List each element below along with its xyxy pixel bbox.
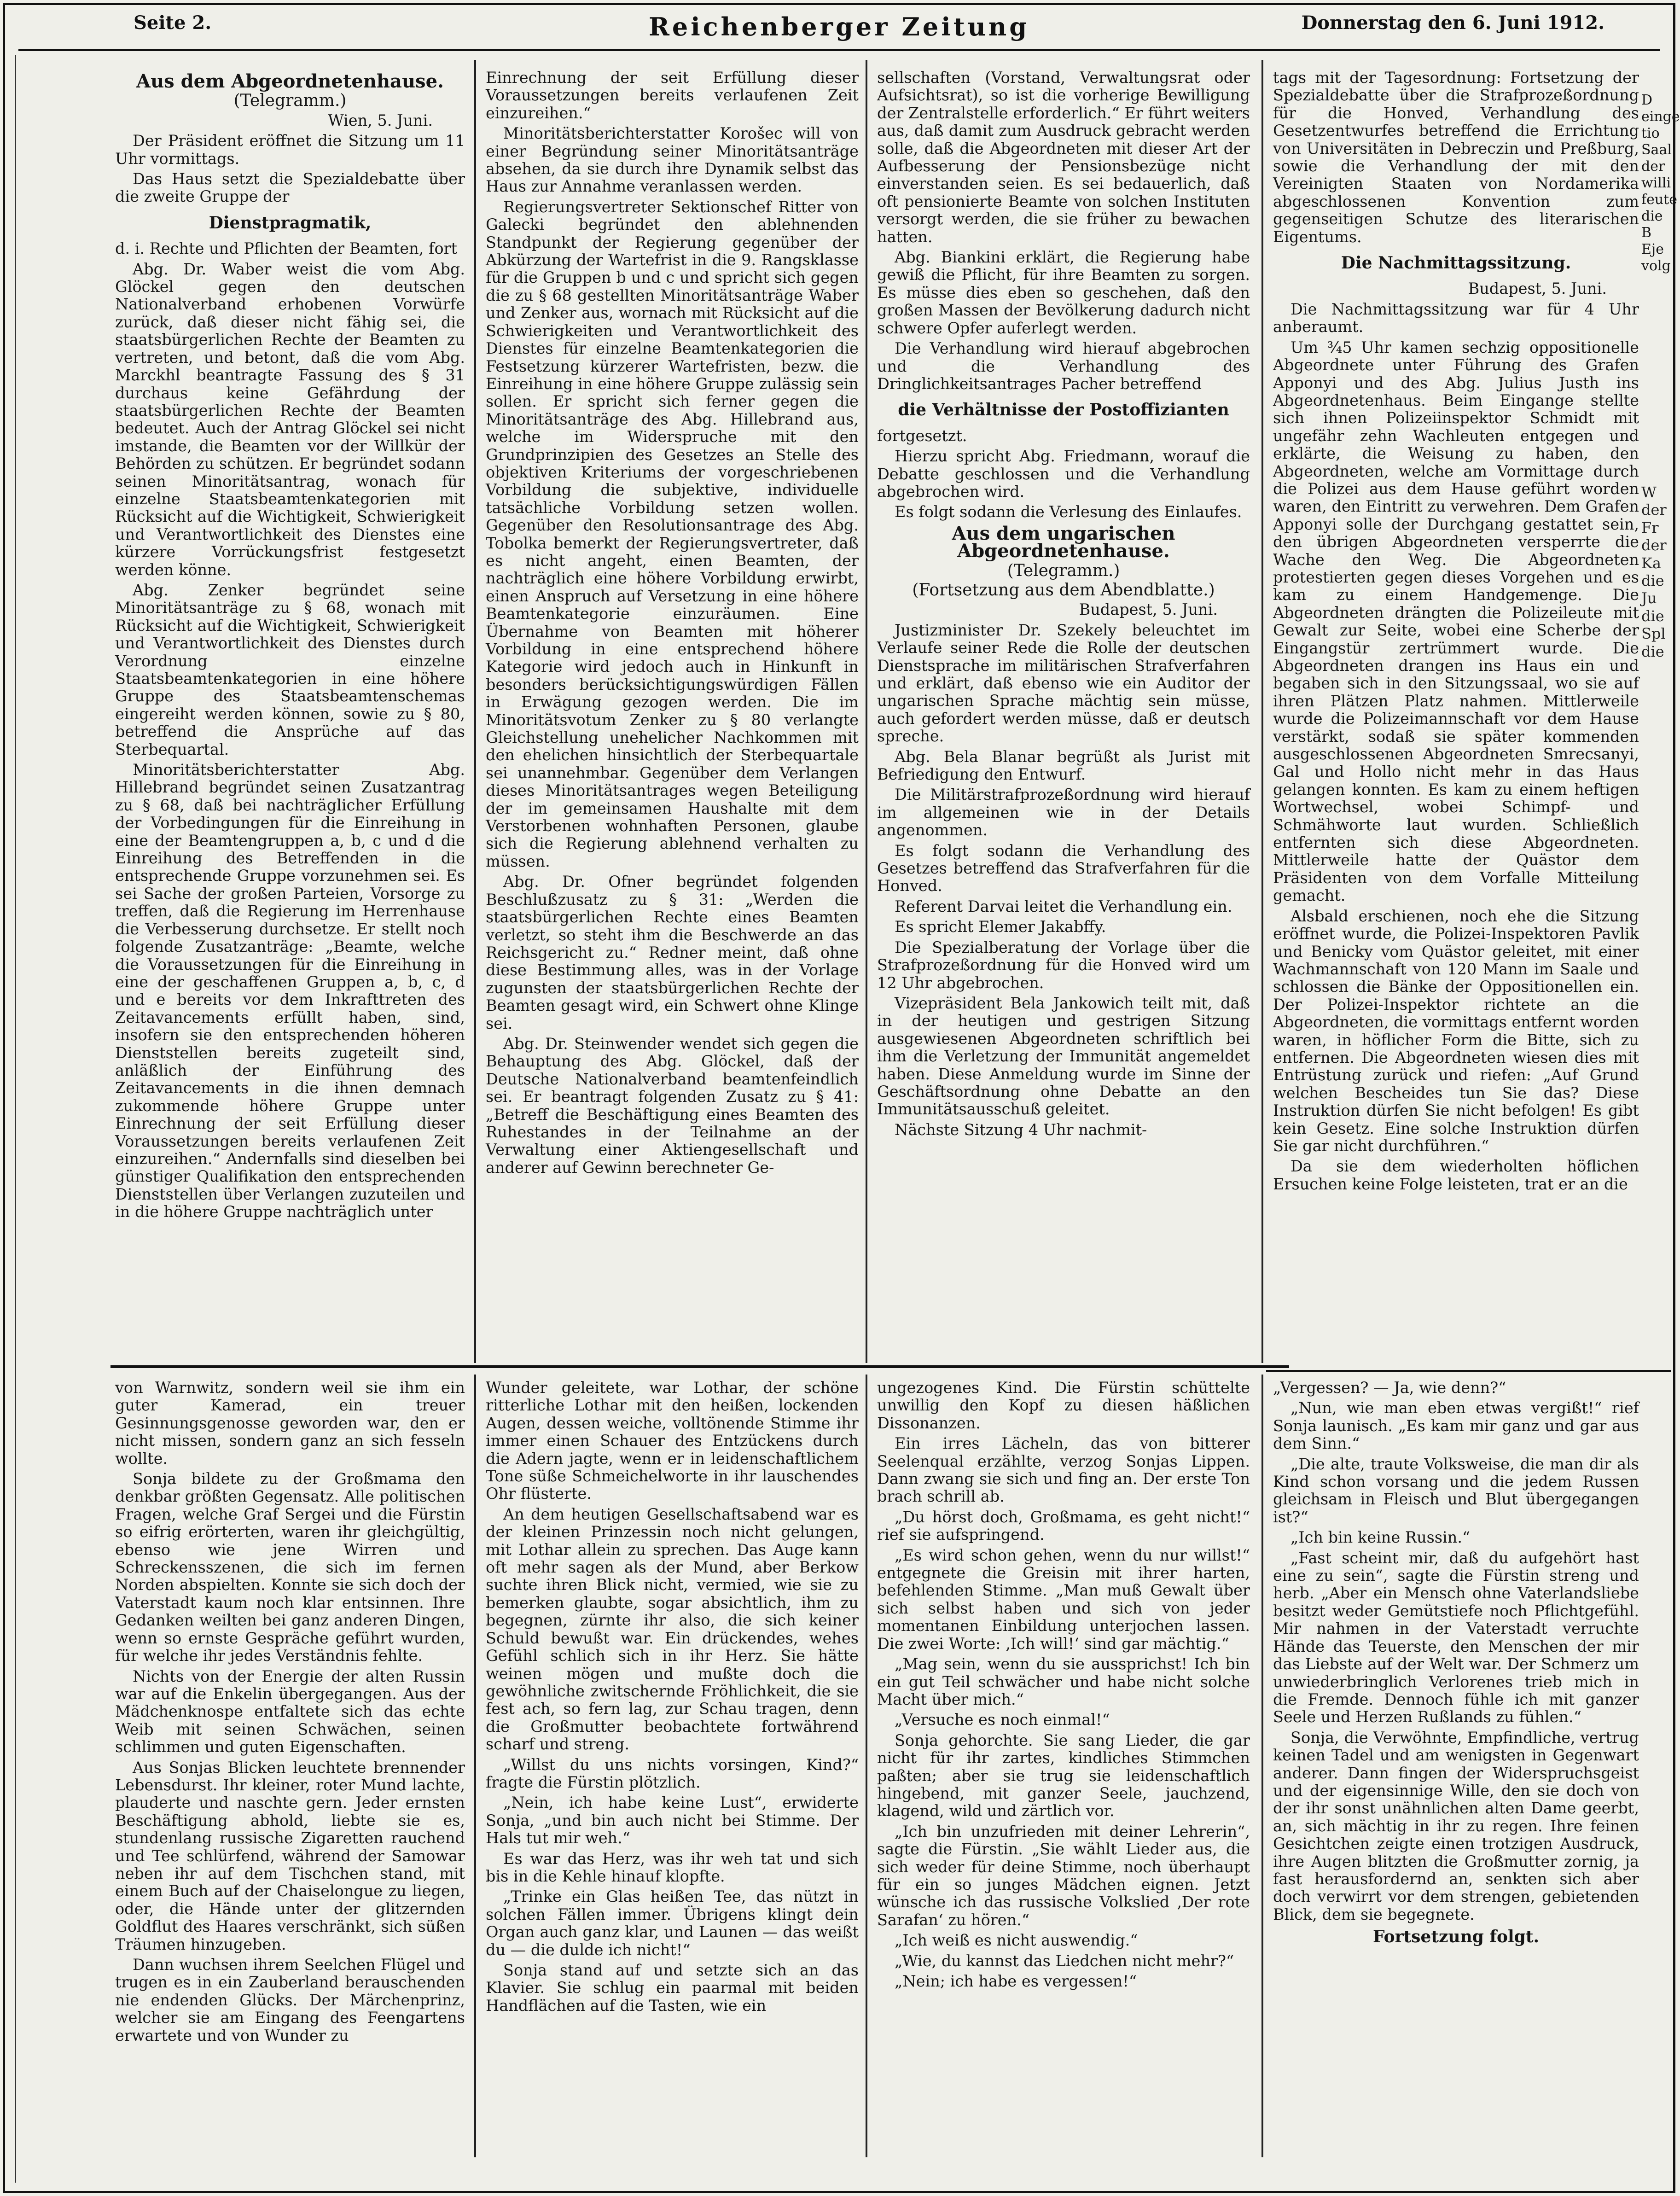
adjacent-page-fragment-top [1641, 92, 1680, 368]
edge-fragment: willi [1641, 175, 1671, 191]
paragraph: „Die alte, traute Volksweise, die man dir als Kind schon vorsang und die jedem Russen gleichsam in Fleisch und Blut übergegangen ist?“ [1273, 1455, 1639, 1526]
paragraph: Die Militärstrafprozeßordnung wird hierauf im allgemeinen wie in der Details angenommen. [877, 786, 1250, 839]
paragraph: An dem heutigen Gesellschaftsabend war es der kleinen Prinzessin noch nicht gelungen, mit Lothar allein zu sprechen. Das Auge kann oft mehr sagen als der Mund, aber Berkow suchte ihren Blick nicht, vermied, wie sie zu bemerken glaubte, sogar absichtlich, ihm zu begegnen, zürnte ihr also, die sich keiner Schuld bewußt war. Ein drückendes, wehes Gefühl schlich sich in ihr Herz. Sie hätte weinen mögen und mußte doch die gewöhnliche zwitschernde Fröhlichkeit, die sie fest ach, so fern lag, zur Schau tragen, denn die Großmutter beobachtete fortwährend scharf und streng. [486, 1505, 859, 1753]
edge-fragment: die [1641, 572, 1664, 590]
edge-fragment: Spl [1641, 625, 1666, 643]
feuilleton-column-3 [877, 1379, 1250, 2157]
paragraph: „Mag sein, wenn du sie aussprichst! Ich bin ein gut Teil schwächer und habe nicht solche Macht über mich.“ [877, 1655, 1250, 1708]
edge-fragment: der [1641, 501, 1667, 519]
edge-fragment: Ju [1641, 589, 1657, 607]
edge-fragment: D [1641, 92, 1653, 108]
edge-fragment: feute [1641, 192, 1677, 208]
edge-fragment: tio [1641, 125, 1660, 141]
paragraph: d. i. Rechte und Pflichten der Beamten, fort [115, 239, 458, 258]
paragraph: Abg. Biankini erklärt, die Regierung habe gewiß die Pflicht, für ihre Beamten zu sorgen. Es müsse dies eben so geschehen, daß den großen Massen der Bevölkerung dadurch nicht schwere Opfer auferlegt werden. [877, 248, 1250, 337]
article-subheading: (Fortsetzung aus dem Abendblatte.) [912, 580, 1215, 600]
paragraph: Die Nachmittagssitzung war für 4 Uhr anberaumt. [1273, 300, 1639, 336]
paragraph: Abg. Dr. Steinwender wendet sich gegen die Behauptung des Abg. Glöckel, daß der Deutsche Nationalverband beamtenfeindlich sei. Er beantragt folgenden Zusatz zu § 41: „Betreff die Beschäftigung eines Beamten des Ruhestandes in der Teilnahme an der Verwaltung einer Aktiengesellschaft und anderer auf Gewinn berechneter Ge- [486, 1034, 859, 1177]
paragraph: „Ich weiß es nicht auswendig.“ [895, 1931, 1138, 1950]
adjacent-page-fragment-middle [1641, 483, 1676, 714]
edge-fragment: der [1641, 158, 1665, 175]
column-rule [1261, 1375, 1263, 2157]
paragraph: Hierzu spricht Abg. Friedmann, worauf die Debatte geschlossen und die Verhandlung abgebrochen wird. [877, 447, 1250, 501]
dateline: Budapest, 5. Juni. [1079, 600, 1218, 619]
paragraph: „Nein, ich habe keine Lust“, erwiderte Sonja, „und bin auch nicht bei Stimme. Der Hals tut mir weh.“ [486, 1794, 859, 1847]
news-column-2 [486, 69, 859, 1363]
paragraph: „Vergessen? — Ja, wie denn?“ [1273, 1379, 1506, 1397]
edge-fragment: volg [1641, 258, 1671, 274]
header-rule [18, 49, 1660, 51]
paragraph: Der Präsident eröffnet die Sitzung um 11 Uhr vormittags. [115, 132, 465, 168]
news-column-4 [1273, 69, 1639, 1363]
feuilleton-separator [110, 1365, 1289, 1368]
column-rule [866, 1375, 867, 2157]
paragraph: fortgesetzt. [877, 426, 967, 445]
paragraph: Es folgt sodann die Verhandlung des Gesetzes betreffend das Strafverfahren für die Honved. [877, 841, 1250, 895]
paragraph: Dann wuchsen ihrem Seelchen Flügel und trugen es in ein Zauberland berauschenden nie endenden Glücks. Der Märchenprinz, welcher sie am Eingang des Feengartens erwartete und von Wunder zu [115, 1956, 465, 2045]
column-rule [866, 60, 867, 1363]
news-column-3 [877, 69, 1250, 1363]
column-rule [1261, 60, 1263, 1363]
paragraph: Aus Sonjas Blicken leuchtete brennender Lebensdurst. Ihr kleiner, roter Mund lachte, plauderte und naschte gern. Jeder ernsten Beschäftigung abhold, liebte sie es, stundenlang russische Zigaretten rauchend und Tee schlürfend, während der Samowar neben ihr auf dem Tischchen stand, mit einem Buch auf der Chaiselongue zu liegen, oder, die Hände unter der glitzernden Goldflut des Haares verschränkt, sich süßen Träumen hinzugeben. [115, 1758, 465, 1953]
news-column-1 [115, 69, 465, 1363]
edge-fragment: die [1641, 607, 1664, 625]
paragraph: Nichts von der Energie der alten Russin war auf die Enkelin übergegangen. Aus der Mädchenknospe entfaltete sich das echte Weib mit seinen Schwächen, seinen schlimmen und guten Eigenschaften. [115, 1667, 465, 1756]
dateline: Wien, 5. Juni. [328, 111, 433, 129]
edge-fragment: einge [1641, 109, 1680, 125]
left-margin-rule [6, 55, 16, 2183]
edge-fragment: Saal [1641, 142, 1672, 158]
dateline: Budapest, 5. Juni. [1468, 280, 1607, 298]
paragraph: „Ich bin keine Russin.“ [1291, 1528, 1471, 1547]
paragraph: Sonja bildete zu der Großmama den denkbar größten Gegensatz. Alle politischen Fragen, welche Graf Sergei und die Fürstin so eifrig erörterten, waren ihr gleichgültig, ebenso wie jene Wirren und Schreckensszenen, die sich im fernen Norden abspielten. Konnte sie sich doch der Vaterstadt kaum noch klar entsinnen. Ihre Gedanken weilten bei ganz anderen Dingen, wenn so ernste Gespräche geführt wurden, für welche ihr jedes Verständnis fehlte. [115, 1470, 465, 1665]
paragraph: Da sie dem wiederholten höflichen Ersuchen keine Folge leisteten, trat er an die [1273, 1157, 1639, 1193]
paragraph: „Willst du uns nichts vorsingen, Kind?“ fragte die Fürstin plötzlich. [486, 1755, 859, 1791]
newspaper-title: Reichenberger Zeitung [649, 12, 1029, 41]
paragraph: Wunder geleitete, war Lothar, der schöne ritterliche Lothar mit den heißen, lockenden Augen, dessen weiche, volltönende Stimme ihr immer einen Schauer des Entzückens durch die Adern jagte, wenn er in leidenschaftlichem Tone süße Schmeichelworte in ihr lauschendes Ohr flüsterte. [486, 1379, 859, 1503]
paragraph: „Fast scheint mir, daß du aufgehört hast eine zu sein“, sagte die Fürstin streng und herb. „Aber ein Mensch ohne Vaterlandsliebe besitzt weder Gemütstiefe noch Pflichtgefühl. Mir nahmen in der Vaterstadt verruchte Hände das Teuerste, den Menschen der mir das Liebste auf der Welt war. Der Schmerz um unwiederbringlich Verlorenes trieb mich in die Fremde. Dennoch fühle ich mit ganzer Seele und Herzen Rußlands zu fühlen.“ [1273, 1549, 1639, 1726]
paragraph: Es folgt sodann die Verlesung des Einlaufes. [895, 503, 1242, 521]
paragraph: Es spricht Elemer Jakabffy. [895, 918, 1106, 936]
edge-fragment: die B [1641, 208, 1663, 241]
paragraph: Abg. Zenker begründet seine Minoritätsanträge zu § 68, wonach mit Rücksicht auf die Wichtigkeit, Schwierigkeit und Verantwortlichkeit des Dienstes durch Verordnung einzelne Staatsbeamtenkategorien in eine höhere Gruppe des Staatsbeamtenschemas eingereiht werden können, sowie zu § 80, betreffend die Ansprüche auf das Sterbequartal. [115, 581, 465, 758]
paragraph: tags mit der Tagesordnung: Fortsetzung der Spezialdebatte über die Strafprozeßordnung für die Honved, Verhandlung des Gesetzentwurfes betreffend die Errichtung von Universitäten in Debreczin und Preßburg, sowie die Verhandlung der mit den Vereinigten Staaten von Nordamerika abgeschlossenen Konvention zum gegenseitigen Schutze des literarischen Eigentums. [1273, 69, 1639, 246]
paragraph: Abg. Dr. Waber weist die vom Abg. Glöckel gegen den deutschen Nationalverband erhobenen Vorwürfe zurück, daß dieser nicht fähig sei, die staatsbürgerlichen Rechte der Beamten zu vertreten, und betont, daß die vom Abg. Marckhl beantragte Fassung des § 31 durchaus keine Gefährdung der staatsbürgerlichen Rechte der Beamten bedeutet. Auch der Antrag Glöckel sei nicht imstande, die Beamten vor der Willkür der Behörden zu schützen. Er begründet sodann seinen Minoritätsantrag, wonach für einzelne Staatsbeamtenkategorien mit Rücksicht auf die Wichtigkeit, Schwierigkeit und Verantwortlichkeit des Dienstes eine kürzere Vorrückungsfrist festgesetzt werden könne. [115, 260, 465, 579]
paragraph: Die Spezialberatung der Vorlage über die Strafprozeßordnung für die Honved wird um 12 Uhr abgebrochen. [877, 938, 1250, 992]
paragraph: Ein irres Lächeln, das von bitterer Seelenqual erzählte, verzog Sonjas Lippen. Dann zwang sie sich und fing an. Der erste Ton brach schrill ab. [877, 1434, 1250, 1506]
column-rule [474, 1375, 476, 2157]
article-heading: Aus dem Abgeordnetenhause. [136, 70, 444, 92]
paragraph: Sonja, die Verwöhnte, Empfindliche, vertrug keinen Tadel und am wenigsten in Gegenwart anderer. Dann fingen der Widerspruchsgeist und der eigensinnige Wille, den sie doch von der ihr sonst unähnlichen alten Dame geerbt, an, sich mächtig in ihr zu regen. Ihre feinen Gesichtchen zeigte einen trotzigen Ausdruck, ihre Augen blitzten die Großmutter zornig, ja fast herausfordernd an, senkten sich aber doch verwirrt vor dem strengen, gebietenden Blick, dem sie begegnete. [1273, 1728, 1639, 1923]
paragraph: Nächste Sitzung 4 Uhr nachmit- [895, 1120, 1147, 1139]
paragraph: Alsbald erschienen, noch ehe die Sitzung eröffnet wurde, die Polizei-Inspektoren Pavlik und Benicky vom Quästor geleitet, mit einer Wachmannschaft von 120 Mann im Saale und schlossen die Bänke der Oppositionellen ein. Der Polizei-Inspektor richtete an die Abgeordneten, die vormittags entfernt worden waren, in höflicher Form die Bitte, sich zu entfernen. Die Abgeordneten wiesen dies mit Entrüstung zurück und riefen: „Auf Grund welchen Bescheides tun Sie das? Diese Instruktion dürfen Sie nicht befolgen! Es gibt kein Gesetz. Eine solche Instruktion dürfen Sie gar nicht durchführen.“ [1273, 907, 1639, 1155]
paragraph: Minoritätsberichterstatter Abg. Hillebrand begründet seinen Zusatzantrag zu § 68, daß bei nachträglicher Erfüllung der Vorbedingungen für die Einreihung in eine der Beamtengruppen a, b, c und d die Einreihung des Betreffenden in die entsprechende Gruppe vorzunehmen sei. Es sei Sache der großen Parteien, Vorsorge zu treffen, daß die Regierung im Herrenhause die Verbesserung durchsetze. Er stellt noch folgende Zusatzanträge: „Beamte, welche die Voraussetzungen für die Einreihung in eine der geschaffenen Gruppen a, b, c, d und e bereits vor dem Inkrafttreten des Zeitavancements erfüllt haben, sind, insofern sie den entsprechenden höheren Dienststellen bereits zugeteilt sind, anläßlich der Einführung des Zeitavancements in die ihnen demnach zukommende höhere Gruppe unter Einrechnung der seit Erfüllung dieser Voraussetzungen bereits verlaufenen Zeit einzureihen.“ Andernfalls sind dieselben bei günstiger Qualifikation den entsprechenden Dienststellen über Verlangen zuzuteilen und in die höhere Gruppe nachträglich unter [115, 761, 465, 1221]
paragraph: Sonja stand auf und setzte sich an das Klavier. Sie schlug ein paarmal mit beiden Handflächen auf die Tasten, wie ein [486, 1961, 859, 2015]
paragraph: Minoritätsberichterstatter Korošec will von einer Begründung seiner Minoritätsanträge absehen, da sie durch ihre Dynamik selbst das Haus zur Annahme veranlassen werden. [486, 124, 859, 196]
paragraph: Einrechnung der seit Erfüllung dieser Voraussetzungen bereits verlaufenen Zeit einzureihen.“ [486, 69, 859, 122]
section-title: Dienstpragmatik, [209, 213, 372, 233]
paragraph: von Warnwitz, sondern weil sie ihm ein guter Kamerad, ein treuer Gesinnungsgenosse geworden war, den er nicht missen, sondern ganz an sich fesseln wollte. [115, 1379, 465, 1468]
paragraph: „Nun, wie man eben etwas vergißt!“ rief Sonja launisch. „Es kam mir ganz und gar aus dem Sinn.“ [1273, 1399, 1639, 1453]
paragraph: „Nein; ich habe es vergessen!“ [895, 1972, 1137, 1990]
page-number: Seite 2. [134, 12, 212, 34]
column-rule [474, 60, 476, 1363]
edge-fragment: Fr [1641, 518, 1659, 536]
paragraph: „Es wird schon gehen, wenn du nur willst!“ entgegnete die Greisin mit ihrer harten, befehlenden Stimme. „Man muß Gewalt über sich selbst haben und sich von jeder momentanen Einbildung unterjochen lassen. Die zwei Worte: ‚Ich will!‘ sind gar mächtig.“ [877, 1546, 1250, 1653]
edge-fragment: Eje [1641, 241, 1664, 257]
article-subheading: (Telegramm.) [233, 91, 347, 111]
edge-fragment: Ka [1641, 554, 1661, 572]
paragraph: Justizminister Dr. Szekely beleuchtet im Verlaufe seiner Rede die Rolle der deutschen Dienstsprache im militärischen Strafverfahren und erklärt, daß ebenso wie ein Auditor der ungarischen Sprache mächtig sein müsse, auch gefordert werden müsse, daß er deutsch spreche. [877, 621, 1250, 746]
paragraph: „Du hörst doch, Großmama, es geht nicht!“ rief sie aufspringend. [877, 1508, 1250, 1544]
paragraph: Die Verhandlung wird hierauf abgebrochen und die Verhandlung des Dringlichkeitsantrages Pacher betreffend [877, 339, 1250, 393]
paragraph: „Ich bin unzufrieden mit deiner Lehrerin“, sagte die Fürstin. „Sie wählt Lieder aus, die sich weder für deine Stimme, noch überhaupt für ein so junges Mädchen eignen. Jetzt wünsche ich das russische Volkslied ‚Der rote Sarafan‘ zu hören.“ [877, 1822, 1250, 1929]
paragraph: Abg. Bela Blanar begrüßt als Jurist mit Befriedigung den Entwurf. [877, 747, 1250, 784]
feuilleton-column-1 [115, 1379, 465, 2157]
continuation-note: Fortsetzung folgt. [1372, 1927, 1539, 1947]
paragraph: „Wie, du kannst das Liedchen nicht mehr?“ [895, 1951, 1234, 1970]
paragraph: Referent Darvai leitet die Verhandlung ein. [895, 897, 1232, 915]
paragraph: sellschaften (Vorstand, Verwaltungsrat oder Aufsichtsrat), so ist die vorherige Bewilligung der Zentralstelle erforderlich.“ Er führt weiters aus, daß damit zum Ausdruck gebracht werden solle, daß die Abgeordneten mit dieser Art der Aufbesserung der Pensionsbezüge nicht einverstanden seien. Es sei bedauerlich, daß oft pensionierte Beamte von solchen Instituten versorgt werden, die sie früher zu bewachen hatten. [877, 69, 1250, 246]
article-heading: Aus dem ungarischen Abgeordnetenhause. [952, 522, 1175, 562]
feuilleton-separator-right [1266, 1370, 1671, 1372]
paragraph: Es war das Herz, was ihr weh tat und sich bis in die Kehle hinauf klopfte. [486, 1849, 859, 1885]
paragraph: Sonja gehorchte. Sie sang Lieder, die gar nicht für ihr zartes, kindliches Stimmchen paßten; aber sie trug sie leidenschaftlich hingebend, mit ganzer Seele, jauchzend, klagend, wild und zärtlich vor. [877, 1731, 1250, 1820]
edge-fragment: der [1641, 536, 1667, 554]
issue-date: Donnerstag den 6. Juni 1912. [1301, 12, 1604, 34]
paragraph: ungezogenes Kind. Die Fürstin schüttelte unwillig den Kopf zu diesen häßlichen Dissonanzen. [877, 1379, 1250, 1432]
edge-fragment: die [1641, 642, 1664, 660]
section-title: die Verhältnisse der Postoffizianten [898, 400, 1229, 420]
edge-fragment: W [1641, 483, 1657, 501]
paragraph: Um ¾5 Uhr kamen sechzig oppositionelle Abgeordnete unter Führung des Grafen Apponyi und des Abg. Julius Justh ins Abgeordnetenhaus. Beim Eingange stellte sich ihnen Polizeiinspektor Schmidt mit ungefähr zehn Wachleuten entgegen und erklärte, die Weisung zu haben, den Abgeordneten, welche am Vormittage durch die Polizei aus dem Hause geführt worden waren, den Eintritt zu verwehren. Dem Grafen Apponyi solle der Durchgang gestattet sein, den übrigen Abgeordneten versperrte die Wache den Weg. Die Abgeordneten protestierten gegen dieses Vorgehen und es kam zu einem Handgemenge. Die Abgeordneten drängten die Polizeileute mit Gewalt zur Seite, wobei eine Scherbe der Eingangstür zertrümmert wurde. Die Abgeordneten drangen ins Haus ein und begaben sich in den Sitzungssaal, wo sie auf ihren Plätzen Platz nahmen. Mittlerweile wurde die Polizeimannschaft vor dem Hause verstärkt, sodaß sie später kommenden ausgeschlossenen Abgeordneten Smrecsanyi, Gal und Hollo nicht mehr in das Haus gelangen konnten. Es kam zu einem heftigen Wortwechsel, wobei Schimpf- und Schmähworte laut wurden. Schließlich entfernten sich diese Abgeordneten. Mittlerweile hatte der Quästor dem Präsidenten von dem Vorfalle Mitteilung gemacht. [1273, 338, 1639, 905]
page-header [18, 7, 1660, 53]
paragraph: „Versuche es noch einmal!“ [895, 1711, 1110, 1729]
paragraph: „Trinke ein Glas heißen Tee, das nützt in solchen Fällen immer. Übrigens klingt dein Organ auch ganz klar, und Launen — das weißt du — die dulde ich nicht!“ [486, 1887, 859, 1959]
article-subheading: (Telegramm.) [1007, 561, 1120, 580]
paragraph: Das Haus setzt die Spezialdebatte über die zweite Gruppe der [115, 170, 465, 206]
paragraph: Abg. Dr. Ofner begründet folgenden Beschlußzusatz zu § 31: „Werden die staatsbürgerlichen Rechte eines Beamten verletzt, so steht ihm die Beschwerde an das Reichsgericht zu.“ Redner meint, daß ohne diese Bestimmung alles, was in der Vorlage zugunsten der staatsbürgerlichen Rechte der Beamten gesagt wird, ein Schwert ohne Klinge sei. [486, 873, 859, 1032]
section-title: Die Nachmittagssitzung. [1341, 253, 1571, 273]
paragraph: Vizepräsident Bela Jankowich teilt mit, daß in der heutigen und gestrigen Sitzung ausgewiesenen Abgeordneten schriftlich bei ihm die Verletzung der Immunität angemeldet haben. Diese Anmeldung wurde im Sinne der Geschäftsordnung ohne Debatte an den Immunitätsausschuß geleitet. [877, 994, 1250, 1118]
feuilleton-column-4 [1273, 1379, 1639, 2157]
paragraph: Regierungsvertreter Sektionschef Ritter von Galecki begründet den ablehnenden Standpunkt der Regierung gegenüber der Abkürzung der Wartefrist in die 9. Rangsklasse für die Gruppen b und c und spricht sich gegen die zu § 68 gestellten Minoritätsanträge Waber und Zenker aus, wornach mit Rücksicht auf die Schwierigkeiten und Verantwortlichkeit des Dienstes für einzelne Beamtenkategorien die Festsetzung kürzerer Wartefristen, bezw. die Einreihung in eine höhere Gruppe zulässig sein sollen. Er spricht sich ferner gegen die Minoritätsanträge des Abg. Hillebrand aus, welche im Widerspruche mit den Grundprinzipien des Gesetzes an Stelle des objektiven Kriteriums der vorgeschriebenen Vorbildung die subjektive, individuelle tatsächliche Vorbildung setzen wollen. Gegenüber den Resolutionsantrage des Abg. Tobolka bemerkt der Regierungsvertreter, daß es nicht angeht, einen Beamten, der nachträglich eine höhere Vorbildung erwirbt, einen Anspruch auf Versetzung in eine höhere Beamtenkategorie einzuräumen. Eine Übernahme von Beamten mit höherer Vorbildung in eine entsprechend höhere Kategorie wird jedoch auch in Hinkunft in besonders berücksichtigungswürdigen Fällen in Erwägung gezogen werden. Die im Minoritätsvotum Zenker zu § 80 verlangte Gleichstellung unehelicher Nachkommen mit den ehelichen hinsichtlich der Sterbequartale sei unannehmbar. Gegenüber dem Verlangen dieses Minoritätsantrages wegen Beteiligung der im gemeinsamen Haushalte mit dem Verstorbenen wohnhaften Personen, glaube sich die Regierung ablehnend verhalten zu müssen. [486, 198, 859, 870]
feuilleton-column-2 [486, 1379, 859, 2157]
